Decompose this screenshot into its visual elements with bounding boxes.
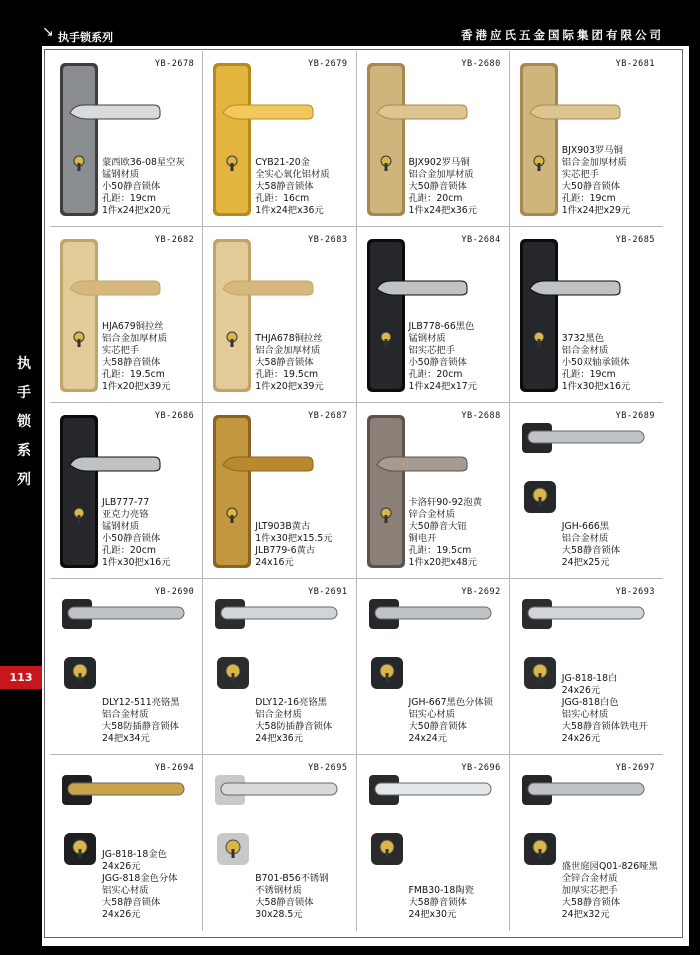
- product-spec-line: 锰钢材质: [102, 169, 140, 180]
- product-code: YB-2691: [308, 587, 348, 597]
- product-code: YB-2688: [461, 411, 501, 421]
- product-spec-line: 大58静音锁体: [408, 897, 467, 908]
- product-spec-line: 铝合金加厚材质: [102, 333, 168, 344]
- product-spec-line: 铝合金材质: [561, 345, 609, 356]
- product-spec-line: 铝实心材质: [408, 709, 455, 720]
- lever-handle: [528, 607, 644, 619]
- company-name: 香港应氏五金国际集团有限公司: [461, 28, 664, 42]
- lever-handle: [223, 105, 313, 119]
- product-card: [203, 755, 356, 931]
- product-code: YB-2685: [615, 235, 655, 245]
- product-spec-line: 孔距：20cm: [408, 193, 463, 204]
- product-description: [562, 333, 630, 393]
- product-spec-line: 铝实心材质: [102, 885, 149, 896]
- product-card: [357, 227, 510, 403]
- product-grid: [50, 51, 663, 931]
- lever-handle: [70, 457, 160, 471]
- side-title-char: 锁: [17, 414, 31, 430]
- product-description: [102, 157, 185, 217]
- product-spec-line: 24把x36元: [255, 733, 304, 744]
- product-card: [203, 51, 356, 227]
- product-spec-line: 大58静音锁体: [255, 181, 314, 192]
- product-spec-line: 大58静音锁体: [102, 357, 161, 368]
- product-spec-line: HJA679铜拉丝: [102, 321, 164, 332]
- product-spec-line: 大58防插静音锁体: [102, 721, 179, 732]
- product-code: YB-2695: [308, 763, 348, 773]
- product-spec-line: 铝实心材质: [561, 709, 609, 720]
- lever-handle: [530, 281, 620, 295]
- keyhole-slot: [79, 673, 82, 682]
- lever-handle: [375, 783, 491, 795]
- product-card: [203, 227, 356, 403]
- product-spec-line: JGH-666黑: [561, 521, 610, 532]
- side-title-char: 手: [17, 385, 31, 401]
- product-code: YB-2692: [461, 587, 501, 597]
- product-spec-line: 1件x24把x36元: [408, 205, 477, 216]
- product-spec-line: 孔距：20cm: [408, 369, 463, 380]
- product-code: YB-2684: [461, 235, 501, 245]
- page-number: 113: [0, 666, 42, 689]
- product-description: [562, 145, 630, 217]
- product-code: YB-2678: [154, 59, 195, 69]
- product-card: [357, 403, 510, 579]
- product-spec-line: CYB21-20金: [255, 157, 310, 168]
- top-bar: [0, 0, 700, 44]
- product-spec-line: 铝合金材质: [102, 709, 149, 720]
- product-spec-line: 24x24元: [408, 733, 447, 744]
- product-spec-line: 加厚实芯把手: [561, 885, 618, 896]
- product-description: [255, 333, 323, 393]
- lever-handle: [223, 281, 313, 295]
- product-card: [510, 579, 663, 755]
- keyhole-slot: [384, 163, 387, 171]
- lever-handle: [70, 105, 160, 119]
- product-card: [50, 227, 203, 403]
- side-title-char: 系: [17, 443, 31, 459]
- product-card: [510, 227, 663, 403]
- lever-handle: [377, 281, 467, 295]
- keyhole-slot: [78, 163, 81, 171]
- product-spec-line: 孔距：19cm: [561, 193, 616, 204]
- keyhole-slot: [538, 497, 541, 506]
- product-card: [203, 579, 356, 755]
- product-card: [203, 403, 356, 579]
- keyhole-slot: [537, 339, 540, 347]
- door-plate: [523, 66, 555, 213]
- keyhole-slot: [78, 339, 81, 347]
- keyhole-slot: [538, 673, 541, 682]
- side-title: [14, 350, 34, 495]
- door-plate: [63, 418, 95, 565]
- product-spec-line: 大50静音大钮: [408, 521, 467, 532]
- product-spec-line: 24把x34元: [102, 733, 150, 744]
- door-plate: [216, 66, 248, 213]
- product-spec-line: 孔距：19.5cm: [102, 369, 165, 380]
- product-spec-line: 铝合金加厚材质: [561, 157, 627, 168]
- lever-handle: [377, 457, 467, 471]
- product-spec-line: JGH-667黑色分体锁: [408, 697, 494, 708]
- product-card: [510, 403, 663, 579]
- product-spec-line: 大58静音锁体铁电开: [561, 721, 648, 732]
- product-code: YB-2687: [308, 411, 348, 421]
- keyhole-slot: [385, 849, 388, 858]
- door-plate: [370, 418, 402, 565]
- product-spec-line: DLY12-16亮铬黑: [255, 697, 327, 708]
- lever-handle: [70, 281, 160, 295]
- section-title: 执手锁系列: [58, 31, 113, 44]
- keyhole-slot: [538, 849, 541, 858]
- product-spec-line: 24x26元: [561, 685, 601, 696]
- product-spec-line: DLY12-511亮铬黑: [102, 697, 180, 708]
- product-spec-line: B701-B56不锈钢: [255, 873, 329, 884]
- product-spec-line: 大58静音锁体: [561, 897, 621, 908]
- product-spec-line: 孔距：20cm: [102, 545, 156, 556]
- product-spec-line: 大58静音锁体: [102, 897, 161, 908]
- product-description: [102, 497, 170, 569]
- product-code: YB-2694: [154, 763, 195, 773]
- lever-handle: [528, 431, 644, 443]
- product-spec-line: 小50静音锁体: [102, 533, 161, 544]
- catalog-page: [42, 46, 689, 946]
- product-spec-line: 1件x24把x29元: [561, 205, 631, 216]
- keyhole-slot: [385, 673, 388, 682]
- arrow-icon: ↘: [42, 24, 54, 40]
- product-spec-line: 大58静音锁体: [255, 357, 314, 368]
- product-spec-line: JLB778-66黑色: [408, 321, 475, 332]
- product-spec-line: 孔距：19.5cm: [255, 369, 319, 380]
- keyhole-slot: [232, 673, 235, 682]
- product-spec-line: 3732黑色: [561, 333, 605, 344]
- product-description: [409, 497, 483, 569]
- side-title-char: 列: [17, 472, 31, 488]
- product-spec-line: BJX903罗马铜: [561, 145, 623, 156]
- product-code: YB-2680: [461, 59, 501, 69]
- product-spec-line: FMB30-18陶瓷: [408, 885, 474, 896]
- keyhole-slot: [537, 163, 540, 171]
- product-description: [562, 673, 648, 745]
- product-description: [409, 697, 494, 745]
- product-spec-line: 实芯把手: [561, 169, 599, 180]
- lever-handle: [528, 783, 644, 795]
- product-spec-line: 1件x30把x16元: [102, 557, 171, 568]
- keyhole-slot: [78, 515, 81, 523]
- product-code: YB-2686: [154, 411, 195, 421]
- keyhole-slot: [384, 515, 387, 523]
- product-spec-line: 孔距：19.5cm: [408, 545, 472, 556]
- product-spec-line: 孔距：19cm: [102, 193, 156, 204]
- door-plate: [370, 242, 402, 389]
- product-spec-line: 锰钢材质: [102, 521, 140, 532]
- lever-handle: [530, 105, 620, 119]
- product-card: [50, 403, 203, 579]
- product-spec-line: 孔距：19cm: [561, 369, 616, 380]
- product-spec-line: 孔距：16cm: [255, 193, 310, 204]
- product-spec-line: 大50静音锁体: [561, 181, 621, 192]
- product-spec-line: 全锌合金材质: [561, 873, 618, 884]
- product-spec-line: 铝合金材质: [561, 533, 609, 544]
- product-card: [50, 755, 203, 931]
- product-code: YB-2696: [461, 763, 501, 773]
- product-spec-line: 1件x20把x39元: [255, 381, 324, 392]
- product-spec-line: 24把x30元: [408, 909, 457, 920]
- product-code: YB-2681: [615, 59, 655, 69]
- product-spec-line: 大50静音锁体: [408, 721, 467, 732]
- keyhole-slot: [231, 163, 234, 171]
- lever-handle: [377, 105, 467, 119]
- product-spec-line: 1件x24把x17元: [408, 381, 477, 392]
- product-card: [510, 755, 663, 931]
- door-plate: [216, 418, 248, 565]
- product-card: [357, 755, 510, 931]
- product-spec-line: 蒙西欧36-08星空灰: [102, 157, 185, 168]
- product-description: [409, 885, 474, 921]
- product-spec-line: 实芯把手: [102, 345, 140, 356]
- product-spec-line: 铝合金加厚材质: [255, 345, 321, 356]
- product-spec-line: 铜电开: [408, 533, 437, 544]
- keyhole-slot: [231, 339, 234, 347]
- product-description: [562, 861, 658, 921]
- product-spec-line: 大50静音锁体: [408, 181, 467, 192]
- product-spec-line: JGG-818白色: [561, 697, 619, 708]
- product-spec-line: 1件x24把x20元: [102, 205, 171, 216]
- product-code: YB-2682: [154, 235, 195, 245]
- lever-handle: [68, 783, 184, 795]
- product-spec-line: 大58静音锁体: [561, 545, 621, 556]
- lever-handle: [221, 783, 337, 795]
- product-code: YB-2679: [308, 59, 348, 69]
- product-spec-line: JG-818-18白: [561, 673, 618, 684]
- product-description: [102, 697, 180, 745]
- door-plate: [216, 242, 248, 389]
- door-plate: [523, 242, 555, 389]
- product-spec-line: 不锈钢材质: [255, 885, 302, 896]
- product-spec-line: JLB779-6黄古: [255, 545, 316, 556]
- product-code: YB-2690: [154, 587, 195, 597]
- product-description: [255, 157, 329, 217]
- product-description: [255, 873, 328, 921]
- product-spec-line: 亚克力亮铬: [102, 509, 149, 520]
- keyhole-slot: [79, 849, 82, 858]
- product-spec-line: JG-818-18金色: [102, 849, 167, 860]
- door-plate: [370, 66, 402, 213]
- product-spec-line: 铝实芯把手: [408, 345, 455, 356]
- product-spec-line: 1件x30把x15.5元: [255, 533, 333, 544]
- product-spec-line: JLT903B黄古: [255, 521, 311, 532]
- lever-handle: [375, 607, 491, 619]
- keyhole-slot: [231, 515, 234, 523]
- product-spec-line: 卡洛轩90-92泡黄: [408, 497, 482, 508]
- product-spec-line: JLB777-77: [102, 497, 150, 508]
- lever-handle: [68, 607, 184, 619]
- side-title-char: 执: [17, 356, 31, 372]
- product-card: [50, 579, 203, 755]
- product-card: [50, 51, 203, 227]
- product-description: [409, 157, 477, 217]
- product-spec-line: 全实心氧化铝材质: [255, 169, 330, 180]
- door-plate: [63, 242, 95, 389]
- product-spec-line: 24x26元: [102, 861, 141, 872]
- product-code: YB-2693: [615, 587, 655, 597]
- product-description: [255, 697, 332, 745]
- keyhole-slot: [232, 849, 235, 858]
- product-spec-line: 24把x32元: [561, 909, 610, 920]
- product-description: [562, 521, 620, 569]
- lever-handle: [223, 457, 313, 471]
- product-description: [102, 849, 177, 921]
- product-spec-line: 锌合金材质: [408, 509, 455, 520]
- product-spec-line: 小50静音锁体: [102, 181, 161, 192]
- product-spec-line: 锰钢材质: [408, 333, 446, 344]
- product-card: [357, 579, 510, 755]
- product-description: [409, 321, 477, 393]
- product-code: YB-2683: [308, 235, 348, 245]
- product-spec-line: 1件x30把x16元: [561, 381, 631, 392]
- product-description: [255, 521, 332, 569]
- product-description: [102, 321, 170, 393]
- product-spec-line: JGG-818金色分体: [102, 873, 178, 884]
- product-spec-line: 24把x25元: [561, 557, 610, 568]
- product-card: [357, 51, 510, 227]
- product-spec-line: 盛世庭园Q01-826哑黑: [561, 861, 658, 872]
- product-code: YB-2689: [615, 411, 655, 421]
- product-card: [510, 51, 663, 227]
- product-spec-line: 1件x20把x39元: [102, 381, 171, 392]
- product-spec-line: 小50静音锁体: [408, 357, 467, 368]
- product-spec-line: 1件x20把x48元: [408, 557, 477, 568]
- door-plate: [63, 66, 95, 213]
- keyhole-slot: [384, 339, 387, 347]
- product-spec-line: 铝合金加厚材质: [408, 169, 474, 180]
- product-code: YB-2697: [615, 763, 655, 773]
- product-spec-line: 大58静音锁体: [255, 897, 314, 908]
- product-spec-line: THJA678铜拉丝: [255, 333, 323, 344]
- product-spec-line: 大58防插静音锁体: [255, 721, 333, 732]
- product-spec-line: 24x26元: [561, 733, 601, 744]
- lever-handle: [221, 607, 337, 619]
- product-spec-line: 小50双轴承锁体: [561, 357, 630, 368]
- product-spec-line: 30x28.5元: [255, 909, 303, 920]
- product-spec-line: BJX902罗马铜: [408, 157, 470, 168]
- product-spec-line: 24x16元: [255, 557, 294, 568]
- product-spec-line: 铝合金材质: [255, 709, 302, 720]
- product-spec-line: 24x26元: [102, 909, 141, 920]
- product-spec-line: 1件x24把x36元: [255, 205, 324, 216]
